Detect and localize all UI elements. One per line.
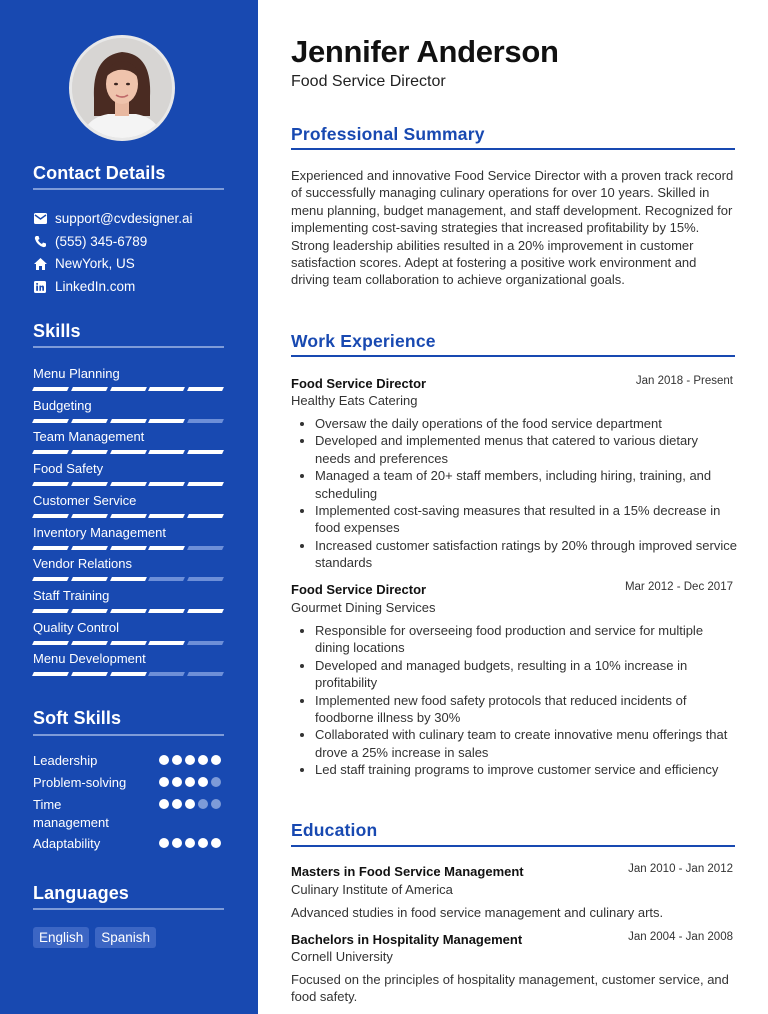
sidebar <box>0 0 258 1014</box>
skill-level-segment <box>71 641 108 645</box>
job-title: Food Service Director <box>291 376 427 391</box>
rating-dot <box>172 838 182 848</box>
contact-linkedin[interactable] <box>33 279 135 294</box>
soft-skills-divider <box>33 734 224 736</box>
skill-label: Food Safety <box>33 461 104 477</box>
skill-level-segment <box>187 609 224 613</box>
skill-level-segment <box>148 546 185 550</box>
soft-skills-heading: Soft Skills <box>33 708 122 728</box>
skill-level-segment <box>71 450 108 454</box>
profile-photo-illustration <box>72 38 172 138</box>
degree-title: Bachelors in Hospitality Management <box>291 932 523 947</box>
degree-description: Focused on the principles of hospitality management, customer service, and food safety. <box>291 972 729 1005</box>
skill-level-segment <box>187 419 224 423</box>
list-item: Oversaw the daily operations of the food service department <box>291 415 737 432</box>
skill-item <box>33 556 223 581</box>
soft-skill-item <box>33 752 223 770</box>
skill-level-segment <box>32 482 69 486</box>
skill-item <box>33 588 223 613</box>
phone-icon <box>33 235 47 249</box>
job-dates: Mar 2012 - Dec 2017 <box>624 581 733 593</box>
skill-level-segment <box>110 577 147 581</box>
skill-level-segment <box>71 577 108 581</box>
skill-level-segment <box>187 546 224 550</box>
skill-item <box>33 398 223 423</box>
contact-divider <box>33 188 224 190</box>
skill-item <box>33 429 223 454</box>
skill-level-segment <box>110 672 147 676</box>
contact-linkedin-text: LinkedIn.com <box>55 279 136 294</box>
rating-dot <box>185 777 195 787</box>
job-bullets <box>291 622 737 779</box>
skill-level-segment <box>148 577 185 581</box>
soft-skill-item <box>33 774 223 792</box>
list-item: Led staff training programs to improve customer service and efficiency <box>291 761 737 778</box>
skill-level-segment <box>187 577 224 581</box>
summary-text: Experienced and innovative Food Service Director with a proven track record of successfully managing culinary operations for over 10 years. Skilled in menu planning, budget management, and staff development. Recognized for implementing cost-saving strategies that increased profitability by 15%. Strong leadership abilities resulted in a 20% improvement in customer satisfaction scores. Adept at fostering a positive work environment and driving team collaboration to achieve organizational goals. <box>291 168 734 288</box>
skills-heading: Skills <box>33 321 81 341</box>
skill-level-bar <box>33 577 223 581</box>
skill-level-segment <box>148 641 185 645</box>
skill-level-segment <box>32 672 69 676</box>
rating-dot <box>159 799 169 809</box>
degree-title: Masters in Food Service Management <box>291 864 524 879</box>
contact-location <box>33 256 135 271</box>
skill-level-segment <box>148 482 185 486</box>
skill-label: Team Management <box>33 429 145 445</box>
job-company: Healthy Eats Catering <box>291 393 418 408</box>
skill-level-segment <box>110 609 147 613</box>
rating-dot <box>198 777 208 787</box>
skill-level-segment <box>71 609 108 613</box>
profile-photo <box>69 35 175 141</box>
skill-label: Menu Planning <box>33 366 120 381</box>
rating-dot <box>172 777 182 787</box>
skill-level-bar <box>33 641 223 645</box>
list-item: Increased customer satisfaction ratings by 20% through improved service standards <box>291 537 737 572</box>
rating-dot <box>185 838 195 848</box>
languages-heading: Languages <box>33 883 129 903</box>
contact-phone[interactable] <box>33 234 147 249</box>
skill-level-bar <box>33 672 223 676</box>
rating-dot <box>211 755 221 765</box>
contact-heading: Contact Details <box>33 163 166 183</box>
skill-level-bar <box>33 482 223 486</box>
list-item: Collaborated with culinary team to create innovative menu offerings that drove a 25% increase in sales <box>291 726 737 761</box>
skill-level-segment <box>71 419 108 423</box>
contact-email-text: support@cvdesigner.ai <box>55 211 193 226</box>
skill-label: Menu Development <box>33 651 146 667</box>
degree-description: Advanced studies in food service management and culinary arts. <box>291 905 664 920</box>
rating-dot <box>185 755 195 765</box>
skill-level-segment <box>32 546 69 550</box>
skill-level-segment <box>71 514 108 518</box>
contact-email[interactable] <box>33 211 193 226</box>
soft-skill-item <box>33 796 223 832</box>
list-item: Responsible for overseeing food production and service for multiple dining locations <box>291 622 737 657</box>
envelope-icon <box>33 212 47 226</box>
languages-list <box>33 927 156 948</box>
soft-skill-rating <box>159 755 221 765</box>
job-title: Food Service Director <box>291 582 427 597</box>
contact-location-text: NewYork, US <box>55 256 135 271</box>
skill-level-segment <box>110 514 147 518</box>
soft-skill-rating <box>159 799 221 809</box>
skill-level-segment <box>71 387 108 391</box>
job-company: Gourmet Dining Services <box>291 600 436 615</box>
skill-item <box>33 461 223 486</box>
skill-level-segment <box>71 672 108 676</box>
school-name: Culinary Institute of America <box>291 882 453 897</box>
skill-item <box>33 493 223 518</box>
skill-level-segment <box>110 387 147 391</box>
skill-level-segment <box>32 419 69 423</box>
degree-dates: Jan 2010 - Jan 2012 <box>628 863 733 875</box>
education-divider <box>291 845 735 847</box>
skill-label: Inventory Management <box>33 524 166 540</box>
skill-level-segment <box>187 482 224 486</box>
skill-level-segment <box>187 387 224 391</box>
skill-level-bar <box>33 450 223 454</box>
skill-level-bar <box>33 546 223 550</box>
soft-skill-rating <box>159 777 221 787</box>
skill-level-segment <box>32 609 69 613</box>
list-item: Developed and implemented menus that catered to various dietary needs and preferences <box>291 432 737 467</box>
rating-dot <box>211 838 221 848</box>
home-icon <box>33 257 47 271</box>
rating-dot <box>159 838 169 848</box>
skill-level-segment <box>32 641 69 645</box>
languages-divider <box>33 908 224 910</box>
soft-skill-label: Time management <box>33 797 109 830</box>
summary-heading: Professional Summary <box>291 124 485 144</box>
soft-skill-item <box>33 835 223 853</box>
skill-label: Quality Control <box>33 619 119 635</box>
experience-divider <box>291 355 735 357</box>
summary-divider <box>291 148 735 150</box>
skill-level-segment <box>110 641 147 645</box>
skill-level-segment <box>187 450 224 454</box>
language-tag: English <box>33 927 89 948</box>
skill-level-segment <box>148 514 185 518</box>
education-heading: Education <box>291 820 378 840</box>
skill-item <box>33 366 223 391</box>
linkedin-icon <box>33 280 47 294</box>
skills-divider <box>33 346 224 348</box>
skill-level-bar <box>33 609 223 613</box>
skill-label: Vendor Relations <box>33 556 133 572</box>
skill-label: Budgeting <box>33 397 92 413</box>
language-tag: Spanish <box>95 927 156 948</box>
skill-level-segment <box>71 546 108 550</box>
skill-level-segment <box>187 514 224 518</box>
experience-heading: Work Experience <box>291 331 436 351</box>
skill-level-bar <box>33 514 223 518</box>
skill-level-segment <box>32 514 69 518</box>
degree-dates: Jan 2004 - Jan 2008 <box>628 931 733 943</box>
skill-level-bar <box>33 419 223 423</box>
soft-skill-rating <box>159 838 221 848</box>
candidate-title: Food Service Director <box>291 73 446 90</box>
skill-item <box>33 525 223 550</box>
rating-dot <box>211 799 221 809</box>
rating-dot <box>198 799 208 809</box>
rating-dot <box>211 777 221 787</box>
rating-dot <box>198 755 208 765</box>
skill-level-segment <box>148 672 185 676</box>
list-item: Developed and managed budgets, resulting in a 10% increase in profitability <box>291 657 737 692</box>
skill-level-segment <box>32 387 69 391</box>
rating-dot <box>172 799 182 809</box>
list-item: Managed a team of 20+ staff members, including hiring, training, and scheduling <box>291 467 737 502</box>
rating-dot <box>198 838 208 848</box>
list-item: Implemented cost-saving measures that resulted in a 15% decrease in food expenses <box>291 502 737 537</box>
skill-level-segment <box>110 546 147 550</box>
rating-dot <box>172 755 182 765</box>
skill-level-segment <box>148 609 185 613</box>
job-dates: Jan 2018 - Present <box>635 375 733 387</box>
skill-level-segment <box>148 450 185 454</box>
skill-item <box>33 651 223 676</box>
skill-level-segment <box>148 419 185 423</box>
school-name: Cornell University <box>291 949 393 964</box>
skill-label: Staff Training <box>33 587 110 603</box>
soft-skill-label: Problem-solving <box>33 775 127 790</box>
skill-level-bar <box>33 387 223 391</box>
skill-level-segment <box>71 482 108 486</box>
skill-level-segment <box>110 482 147 486</box>
skill-level-segment <box>187 641 224 645</box>
skill-item <box>33 620 223 645</box>
rating-dot <box>159 777 169 787</box>
skill-level-segment <box>110 419 147 423</box>
candidate-name: Jennifer Anderson <box>291 34 559 69</box>
skill-level-segment <box>148 387 185 391</box>
rating-dot <box>159 755 169 765</box>
contact-phone-text: (555) 345-6789 <box>55 234 148 249</box>
rating-dot <box>185 799 195 809</box>
skill-level-segment <box>187 672 224 676</box>
soft-skill-label: Leadership <box>33 753 98 768</box>
skill-label: Customer Service <box>33 492 137 508</box>
skill-level-segment <box>32 577 69 581</box>
soft-skill-label: Adaptability <box>33 836 101 851</box>
job-bullets <box>291 415 737 572</box>
skill-level-segment <box>110 450 147 454</box>
list-item: Implemented new food safety protocols that reduced incidents of foodborne illness by 30% <box>291 692 737 727</box>
skill-level-segment <box>32 450 69 454</box>
